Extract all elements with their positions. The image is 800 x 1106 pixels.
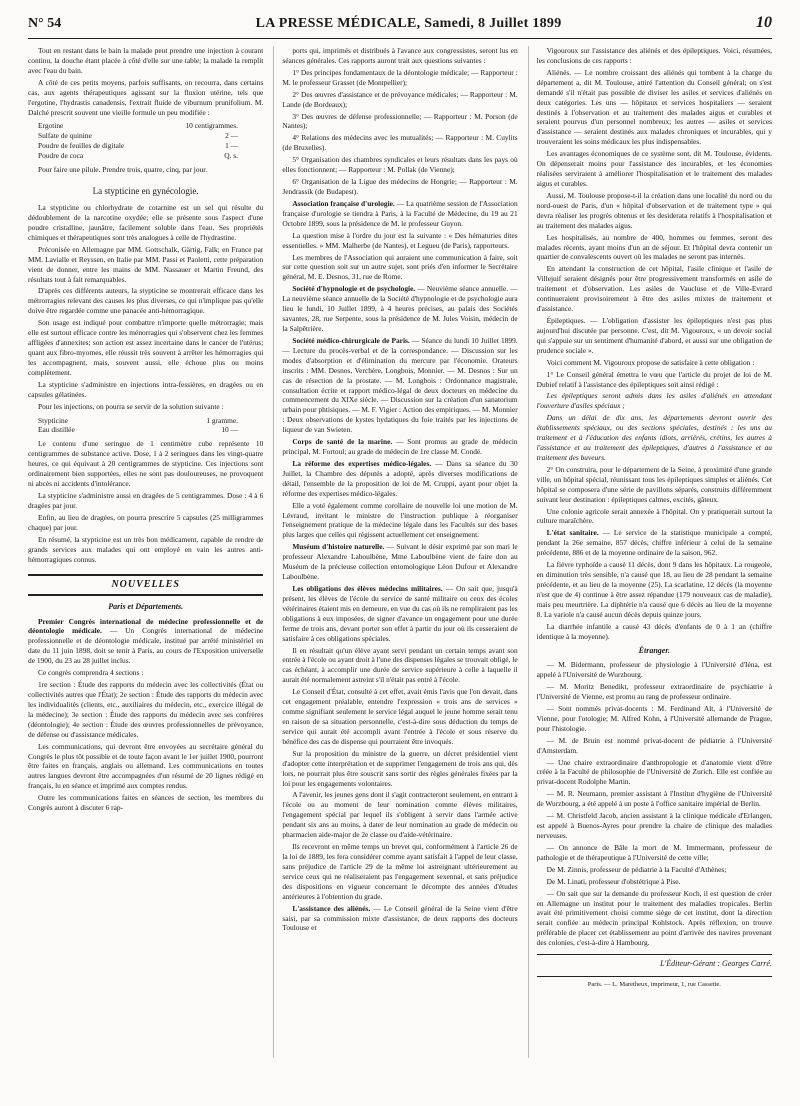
paragraph: 2° On construira, pour le département de la Seine, à proximité d'une grande ville, un hôpital spécial, réunissant tous les épileptiques simples et aliénés. Cet hôpital se composera d'une série de pavillons séparés, construits différemment suivant leur destination : épileptiques calmes, excités, gâteux. <box>536 464 772 504</box>
paragraph: Outre les communications faites en séances de section, les membres du Congrès auront à discuter 6 rap- <box>28 793 264 813</box>
prescription-row <box>38 121 238 131</box>
item-text: — On sait que, jusqu'à présent, les élèves de l'école du service de santé militaire ou ceux des écoles vétérinaires étaient mis en demeure, en vue du cas où ils ne rempliraient pas les obligations à eux imposées, de signer d'avance un engagement pour une durée ferme de trois ans, devant porter son effet à partir du jour où ils cesseraient de satisfaire à ces obligations spéciales. <box>282 584 518 643</box>
paragraph: Les épileptiques seront admis dans les asiles d'aliénés en attendant l'ouverture d'asiles spéciaux ; <box>536 391 772 411</box>
paragraph: D'après ces différents auteurs, la stypticine se montrerait efficace dans les métrorragies relevant des causes les plus diverses, ce qui n'implique pas qu'elle doive être regardée comme une panacée anti-hémorragique. <box>28 286 264 316</box>
paragraph: Ce congrès comprendra 4 sections : <box>38 668 144 678</box>
item-title: L'assistance des aliénés. <box>292 903 371 913</box>
column-2 <box>273 46 517 1058</box>
item-text: — Sont promus au grade de médecin principal, M. Fortoul; au grade de médecin de 1re classe M. Condé. <box>282 437 518 457</box>
ingredient: Poudre de coca <box>38 151 84 161</box>
prescription-table <box>38 121 263 161</box>
paragraph: 1re section : Étude des rapports du médecin avec les collectivités (État ou collectivités autres que l'État); 2e section : Étude des rapports du médecin avec les individualités (clients, etc., auxiliaires du médecin, etc., exercice illégal de la médecine); 3e section : Étude des rapports du médecin avec ses confrères (déontologie); 4e section : Étude des œuvres professionnelles de prévoyance, de défense ou d'assistance médicales. <box>28 680 264 739</box>
paragraph: Il en résultait qu'un élève ayant servi pendant un certain temps avant son entrée à l'école ou ayant droit à l'une des dispenses légales se trouvait obligé, le cas échéant, à accomplir une durée de service supérieure à celle à laquelle il aurait été normalement astreint s'il n'était pas entré à l'école. <box>282 645 518 685</box>
masthead <box>28 14 772 36</box>
paragraph: En résumé, la stypticine est un très bon médicament, capable de rendre de grands services aux malades qui ont employé en vain les autres anti-hémorragiques connus. <box>28 534 264 564</box>
paragraph: Dans un délai de dix ans, les départements devront ouvrir des établissements spéciaux, ou des sections spéciales, destinés : les uns au traitement et à l'éducation des enfants idiots, arriérés, crétins, les autres à l'assistance et au traitement des épileptiques, d'autres à l'assistance et au traitement des buveurs. <box>536 413 772 462</box>
item-text: — Séance du lundi 10 Juillet 1899. — Lecture du procès-verbal et de la correspondance. — Discussion sur les modes d'absorption et d'élimination du mercure par l'économie. Orateurs inscrits : MM. Desnos, Verchère, Longbois, Monnier. — M. Desnos : Sur un cas de résection de la prostate. — M. Longbois : Ordonnance magistrale, consultation écrite et rapport médico-légal de deux docteurs en médecine du commencement du XIXe siècle. — Discussion sur la création d'un sanatorium urbain pour phtisiques. — M. F. Vigier : Action des empiriques. — M. Monnier : Deux observations de kystes hydatiques du foie traités par les injections de liqueur de van Swieten. <box>282 335 518 435</box>
item-text: — Le Conseil général de la Seine vient d'être saisi, par sa commission mixte d'assistance, de deux rapports des docteurs Toulouse et <box>282 903 518 933</box>
paragraph: 2° Des œuvres d'assistance et de prévoyance médicales; — Rapporteur : M. Lande (de Bordeaux); <box>282 89 518 109</box>
paragraph: 4° Relations des médecins avec les mutualités; — Rapporteur : M. Cuylits (de Bruxelles). <box>282 133 518 153</box>
quantity: 1 gramme. <box>206 415 238 425</box>
ingredient: Stypticine <box>38 415 68 425</box>
item-title: Premier Congrès international de médecine professionnelle et de déontologie médicale. <box>28 616 264 636</box>
quantity: 1 — <box>225 141 238 151</box>
paragraph: A l'avenir, les jeunes gens dont il s'agit contracteront seulement, en entrant à l'école ou au moment de leur nomination comme élèves militaires, l'engagement spécial par lequel ils s'obligent à servir dans l'armée active pendant six ans au moins, à dater de leur nomination au grade de médecin ou pharmacien aide-major de 2e classe ou d'aide-vétérinaire. <box>282 790 518 840</box>
paragraph: La stypticine ou chlorhydrate de cotarnine est un sel qui résulte du dédoublement de la narcotine oxydée; elle se présente sous l'aspect d'une poudre cristalline, jaunâtre, facilement soluble dans l'eau. Ses propriétés chimiques et thérapeutiques sont très analogues à celle de l'hydrastine. <box>28 203 264 242</box>
quantity: 2 — <box>225 131 238 141</box>
paragraph: Les communications, qui devront être envoyées au secrétaire général du Congrès le plus tôt possible et de toute façon avant le 1er juillet 1900, pourront être faites en français, anglais ou allemand. Les communications en toutes autres langues devront être accompagnées d'un résumé de 20 lignes rédigé en français, lu en séance et imprimé aux comptes rendus. <box>28 741 264 791</box>
prescription-row <box>38 151 238 161</box>
paragraph: Le contenu d'une seringue de 1 centimètre cube représente 10 centigrammes de substance active. Dose, 1 à 2 seringues dans les vingt-quatre heures, ce qui équivaut à 20 centigrammes de stypticine. Ces injections sont ordinairement bien supportées, elles ne sont pas douloureuses, ne provoquent ni abcès ni accidents d'intolérance. <box>28 439 264 489</box>
item-title: Association française d'urologie. <box>292 198 395 208</box>
footer-rule <box>537 976 772 977</box>
paragraph: Les membres de l'Association qui auraient une communication à faire, soit sur cette question soit sur un autre sujet, sont priés d'en informer le Secrétaire général, M. E. Desnos, 31, rue de Rome. <box>282 252 518 282</box>
paragraph: Le Conseil d'État, consulté à cet effet, avait émis l'avis que l'on devait, dans cet engagement préalable, entendre l'expression « trois ans de services » comme signifiant seulement le service légal auquel le jeune homme serait tenu en raison de sa situation personnelle, c'est-à-dire sous déduction du temps de service qui aurait été accompli avant l'entrée à l'école et sous réserve du bénéfice des cas de dispense qui pourraient être invoqués. <box>282 687 518 746</box>
paragraph: — M. Christfeld Jacob, ancien assistant à la clinique médicale d'Erlangen, est appelé à Buenos-Ayres pour prendre la chaire de clinique des maladies nerveuses. <box>536 811 772 841</box>
item-title: Corps de santé de la marine. <box>292 437 393 447</box>
paragraph: Enfin, au lieu de dragées, on pourra prescrire 5 capsules (25 milligrammes chaque) par jour. <box>28 512 264 532</box>
nouvelles-heading: NOUVELLES <box>28 574 263 595</box>
subheading: Étranger. <box>638 645 670 655</box>
ingredient: Poudre de feuilles de digitale <box>38 141 125 151</box>
paragraph: Tout en restant dans le bain la malade peut prendre une injection à courant continu, la douche étant placée à côté d'elle sur une table; la malade la remplit avec l'eau du bain. <box>28 46 264 75</box>
paragraph: Elle a voté également comme corollaire de nouvelle loi une motion de M. Lévraud, invitant le ministre de l'instruction publique à réorganiser l'enseignement pratique de la médecine légale dans les Facultés sur des bases plus larges que celles qui régissent actuellement cet enseignement. <box>282 500 518 540</box>
paragraph: Pour les injections, on pourra se servir de la solution suivante : <box>38 401 224 411</box>
paragraph: — M. R. Neumann, premier assistant à l'Institut d'hygiène de l'Université de Wurzbourg, a été appelé à un poste à l'office sanitaire impérial de Berlin. <box>536 789 772 809</box>
paragraph: 5° Organisation des chambres syndicales et leurs résultats dans les pays où elles fonctionnent; — Rapporteur : M. Pollak (de Vienne); <box>282 155 518 175</box>
paragraph: 1° Le Conseil général émettra le vœu que l'article du projet de loi de M. Dubief relatif à l'assistance des épileptiques soit ainsi rédigé : <box>536 369 772 389</box>
columns <box>28 46 772 1058</box>
paragraph: Ils recevront en même temps un brevet qui, conformément à l'article 26 de la loi de 1889, les fera considérer comme ayant satisfait à l'appel de leur classe, sans préjudice de l'article 29 de la même loi astreignant ultérieurement au service ceux qui ne réaliseraient pas l'engagement sexennal, et sans préjudice des dispositions en vigueur concernant le décompte des années d'études antérieures à l'obtention du grade. <box>282 842 518 901</box>
column-1 <box>28 46 263 1058</box>
paragraph: Épileptiques. — L'obligation d'assister les épileptiques n'est pas plus aujourd'hui discutée par personne. C'est, dit M. Vigouroux, « un devoir social qui s'appuie sur un sentiment d'humanité d'abord, et aussi sur une obligation de prudence sociale ». <box>536 315 772 355</box>
paragraph: Les avantages économiques de ce système sont, dit M. Toulouse, évidents. On dépenserait moins pour l'assistance des incurables, et les économies réalisées serviraient à améliorer l'hospitalisation et le traitement des malades aigus et curables. <box>536 149 772 188</box>
paragraph: Aussi, M. Toulouse propose-t-il la création dans une localité du nord ou du nord-ouest de Paris, d'un « hôpital d'observation et de traitement type » qui devra réaliser les progrès obtenus et les desiderata relatifs à l'hospitalisation et au traitement des malades aigus. <box>536 190 772 230</box>
quantity: Q. s. <box>224 151 238 161</box>
paragraph: Sur la proposition du ministre de la guerre, un décret présidentiel vient d'adopter cette interprétation et de supprimer l'engagement de trois ans qui, dès lors, ne pourrait plus être souscrit sans sortir des règles générales fixées par la loi pour les engagements volontaires. <box>282 748 518 788</box>
subheading: Paris et Départements. <box>108 601 184 611</box>
paragraph: De M. Linati, professeur d'obstétrique à Pise. <box>546 876 681 886</box>
footer-rule <box>537 954 772 955</box>
solution-row <box>38 425 238 435</box>
paragraph: Pour faire une pilule. Prendre trois, quatre, cinq, par jour. <box>38 165 208 175</box>
paragraph: Une colonie agricole serait annexée à l'hôpital. On y pratiquerait surtout la culture maraîchère. <box>536 506 772 526</box>
item-title: Muséum d'histoire naturelle. <box>292 542 385 552</box>
quantity: 10 centigrammes. <box>185 121 238 131</box>
ingredient: Ergotine <box>38 121 64 131</box>
item-title: Société médico-chirurgicale de Paris. <box>292 335 410 345</box>
section-heading: La stypticine en gynécologie. <box>92 186 199 197</box>
item-title: Société d'hypnologie et de psychologie. <box>292 284 416 294</box>
paragraph: 3° Des œuvres de défense professionnelle; — Rapporteur : M. Porson (de Nantes); <box>282 111 518 131</box>
page-number: 10 <box>756 14 772 31</box>
paragraph: La question mise à l'ordre du jour est la suivante : « Des hématuries dites essentielles. » MM. Malherbe (de Nantes), et Legueu (de Paris), rapporteurs. <box>282 230 518 250</box>
printer-line: Paris. — L. Maretheux, imprimeur, 1, rue Cassette. <box>587 980 721 988</box>
prescription-row <box>38 141 238 151</box>
journal-title: LA PRESSE MÉDICALE, Samedi, 8 Juillet 1899 <box>255 16 562 31</box>
paragraph: A côté de ces petits moyens, parfois suffisants, on recourra, dans certains cas, aux agents thérapeutiques agissant sur la fluxion utérine, tels que l'ergotine, l'hydrastis canadensis, l'extrait fluide de viburnum prunifolium. M. Dalché prescrit souvent une vieille formule un peu modifiée : <box>28 77 264 117</box>
item-title: La réforme des expertises médico-légales. <box>292 458 432 468</box>
item-text: — La quatrième session de l'Association française d'urologie se tiendra à Paris, à la Faculté de Médecine, du 19 au 21 Octobre 1899, sous la présidence de M. le professeur Guyon. <box>282 198 518 228</box>
solution-table <box>38 416 263 436</box>
paragraph: ports qui, imprimés et distribués à l'avance aux congressistes, seront lus en séances générales. Ces rapports auront trait aux questions suivantes : <box>282 46 518 65</box>
paragraph: La stypticine s'administre en injections intra-fessières, en dragées ou en capsules gélatinées. <box>28 379 264 399</box>
paragraph: Préconisée en Allemagne par MM. Gottschalk, Gärtig, Falk; en France par MM. Lavialle et Reyssen, en Italie par MM. Passi et Paoletti, cette préparation vient de donner, entre les mains de MM. Nassauer et Martin Freund, des résultats tout à fait remarquables. <box>28 244 264 284</box>
paragraph: — On sait que sur la demande du professeur Koch, il est question de créer en Allemagne un institut pour le traitement des maladies tropicales. Berlin avait été primitivement choisi comme siège de cet institut, dont la direction serait confiée au médecin principal Kohlstock. Après réflexion, on trouve préférable de placer cet établissement au point d'arrivée des navires provenant des colonies, c'est-à-dire à Hambourg. <box>536 888 772 948</box>
ingredient: Eau distillée <box>38 425 75 435</box>
paragraph: — M. Moritz Benedikt, professeur extraordinaire de psychiatrie à l'Université de Vienne, est promu au rang de professeur ordinaire. <box>536 682 772 702</box>
paragraph: — M. Bidermann, professeur de physiologie à l'Université d'Iéna, est appelé à l'Université de Wurzbourg. <box>536 660 772 680</box>
paragraph: De M. Zinnis, professeur de pédiatrie à la Faculté d'Athènes; <box>546 864 727 874</box>
item-title: L'état sanitaire. <box>546 528 599 538</box>
paragraph: Les hospitalisés, au nombre de 400, hommes ou femmes, seront des malades récents, ayant moins d'un an de séjour. Et l'hôpital devra contenir un quartier de convalescents ouvert où les malades ne seront pas internés. <box>536 232 772 262</box>
paragraph: 1° Des principes fondamentaux de la déontologie médicale; — Rapporteur : M. le professeur Grasset (de Montpellier); <box>282 67 518 87</box>
paragraph: — Sont nommés privat-docents : M. Ferdinand Alt, à l'Université de Vienne, pour l'otologie; M. Alfred Kohn, à l'Université allemande de Prague, pour l'histologie. <box>536 703 772 733</box>
paragraph: En attendant la construction de cet hôpital, l'asile clinique et l'asile de Villejuif seraient désignés pour être progressivement transformés en asile de traitement et d'observation. Les asiles de Vaucluse et de Ville-Evrard continueraient provisoirement à être des asiles mixtes de traitement et d'assistance. <box>536 264 772 314</box>
item-title: Les obligations des élèves médecins militaires. <box>292 584 443 594</box>
paragraph: — On annonce de Bâle la mort de M. Immermann, professeur de pathologie et de thérapeutique à l'Université de cette ville; <box>536 842 772 862</box>
header-rule <box>28 38 772 39</box>
item-text: — Neuvième séance annuelle. — La neuvième séance annuelle de la Société d'hypnologie et de psychologie aura lieu le lundi, 10 Juillet 1899, à 4 heures précises, au palais des Sociétés savantes, 28, rue Serpente, sous la présidence de M. Jules Voisin, médecin de la Salpêtrière. <box>282 284 518 333</box>
paragraph: La diarrhée infantile a causé 43 décès d'enfants de 0 à 1 an (chiffre identique à la moyenne). <box>536 621 772 641</box>
paragraph: Vigouroux sur l'assistance des aliénés et des épileptiques. Voici, résumées, les conclusions de ces rapports : <box>536 46 772 65</box>
solution-row <box>38 416 238 426</box>
item-text: — Dans sa séance du 30 Juillet, la Chambre des députés a adopté, après diverses modifications de détail, l'ensemble de la proposition de loi de M. Cruppi, ayant pour objet la réforme des expertises médico-légales. <box>282 458 518 498</box>
issue-number: N° 54 <box>28 16 62 31</box>
paragraph: Aliénés. — Le nombre croissant des aliénés qui tombent à la charge du département a, dit M. Toulouse, attiré l'attention du Conseil général; on s'est demandé s'il n'était pas possible de diviser les asiles et services d'aliénés en deux catégories. Les uns — hôpitaux et services hospitaliers — seraient destinés à l'observation et au traitement des malades aigus et curables et seraient pourvus d'un personnel nombreux; les autres — asiles et services d'assistance — seraient destinés aux malades chroniques et incurables, qui y trouveraient les soins médicaux les plus indispensables. <box>536 67 772 147</box>
item-text: — Suivant le désir exprimé par son mari le professeur Alexandre Laboulbène, Mme Laboulbène vient de faire don au Muséum de la précieuse collection entomologique Léon Dufour et Alexandre Laboulbène. <box>282 542 518 582</box>
column-3 <box>528 46 772 1058</box>
prescription-row <box>38 131 238 141</box>
paragraph: Son usage est indiqué pour combattre n'importe quelle métrorragie; mais elle est surtout efficace contre les ménorragies qui s'observent chez les femmes affligées d'annexites; son action est assez incertaine dans le cancer de l'utérus; quant aux fibro-myomes, elle réussit très souvent à arrêter les hémorragies qui les accompagnent, mais, souvent aussi, elle échoue plus ou moins complètement. <box>28 318 264 377</box>
item-text: — Le service de la statistique municipale a compté, pendant la 26e semaine, 857 décès, chiffre inférieur à celui de la semaine précédente, 886 et de la moyenne ordinaire de la saison, 962. <box>536 528 772 558</box>
paragraph: — Une chaire extraordinaire d'anthropologie et d'anatomie vient d'être créée à la Faculté de philosophie de l'Université de Zurich. Elle est confiée au privat-docent Rodolphe Martin. <box>536 757 772 787</box>
editor-manager: L'Éditeur-Gérant : Georges Carré. <box>660 959 772 969</box>
paragraph: La fièvre typhoïde a causé 11 décès, dont 9 dans les hôpitaux. La rougeole, en diminution très sensible, n'a causé que 18, au lieu de 28 pendant la semaine précédente, et au lieu de la moyenne (25). La scarlatine, 12 décès (la moyenne n'est que de 4) continue à être assez répandue (179 nouveaux cas de maladie), mais peu meurtrière. La diphtérie n'a causé que 6 décès au lieu de la moyenne 8. La variole n'a causé aucun décès depuis quinze jours. <box>536 560 772 619</box>
paragraph: 6° Organisation de la Ligue des médecins de Hongrie; — Rapporteur : M. Jendrassik (de Budapest). <box>282 177 518 196</box>
paragraph: — M. de Bruin est nommé privat-docent de pédiatrie à l'Université d'Amsterdam. <box>536 735 772 755</box>
paragraph: La stypticine s'administre aussi en dragées de 5 centigrammes. Dose : 4 à 6 dragées par jour. <box>28 491 264 510</box>
item-text: — Un Congrès international de médecine professionnelle et de déontologie médicale, institué par arrêté ministériel en date du 11 juin 1898, doit se tenir à Paris, au cours de l'Exposition universelle de 1900, du 23 au 28 juillet inclus. <box>28 626 264 666</box>
ingredient: Sulfate de quinine <box>38 131 92 141</box>
paragraph: Voici comment M. Vigouroux propose de satisfaire à cette obligation : <box>546 357 755 367</box>
quantity: 10 — <box>221 425 238 435</box>
